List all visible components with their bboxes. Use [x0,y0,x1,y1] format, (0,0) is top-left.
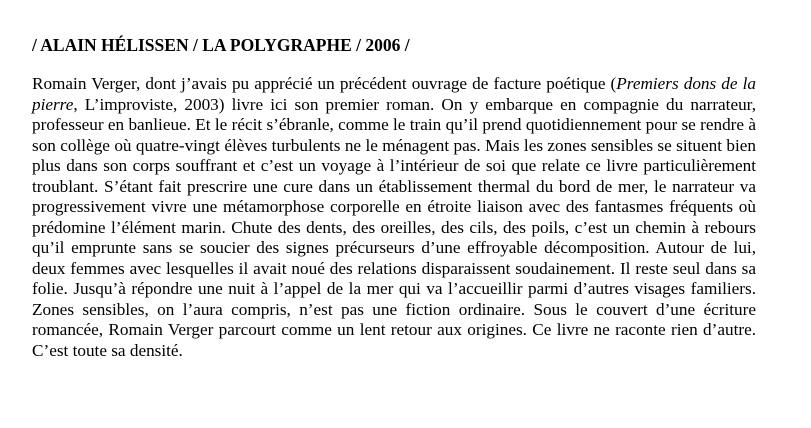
review-rest: , L’improviste, 2003) livre ici son premier roman. On y embarque en compagnie du narrateur, professeur en banlieue. Et le récit s’ébranle, comme le train qu’il prend quotidiennement pour se rendre à son collège où quatre-vingt élèves turbulents ne le ménagent pas. Mais les zones sensibles se situent bien plus dans son corps souffrant et c’est un voyage à l’intérieur de soi que relate ce livre particulièrement troublant. S’étant fait prescrire une cure dans un établissement thermal du bord de mer, le narrateur va progressivement vivre une métamorphose corporelle en étroite liaison avec des fantasmes fréquents où prédomine l’élément marin. Chute des dents, des oreilles, des cils, des poils, c’est un chemin à rebours qu’il emprunte sans se soucier des signes précurseurs d’une effroyable décomposition. Autour de lui, deux femmes avec lesquelles il avait noué des relations disparaissent soudainement. Il reste seul dans sa folie. Jusqu’à répondre une nuit à l’appel de la mer qui va l’accueillir parmi d’autres visages familiers. Zones sensibles, on l’aura compris, n’est pas une fiction ordinaire. Sous le couvert d’une écriture romancée, Romain Verger parcourt comme un lent retour aux origines. Ce livre ne raconte rien d’autre. C’est toute sa densité. [32,94,756,360]
review-body [32,74,756,361]
review-block [32,34,756,361]
review-intro: Romain Verger, dont j’avais pu apprécié un précédent ouvrage de facture poétique ( [32,74,617,93]
book-title: Premiers dons de la pierre [32,74,756,114]
review-header: / ALAIN HÉLISSEN / LA POLYGRAPHE / 2006 / [32,35,410,55]
